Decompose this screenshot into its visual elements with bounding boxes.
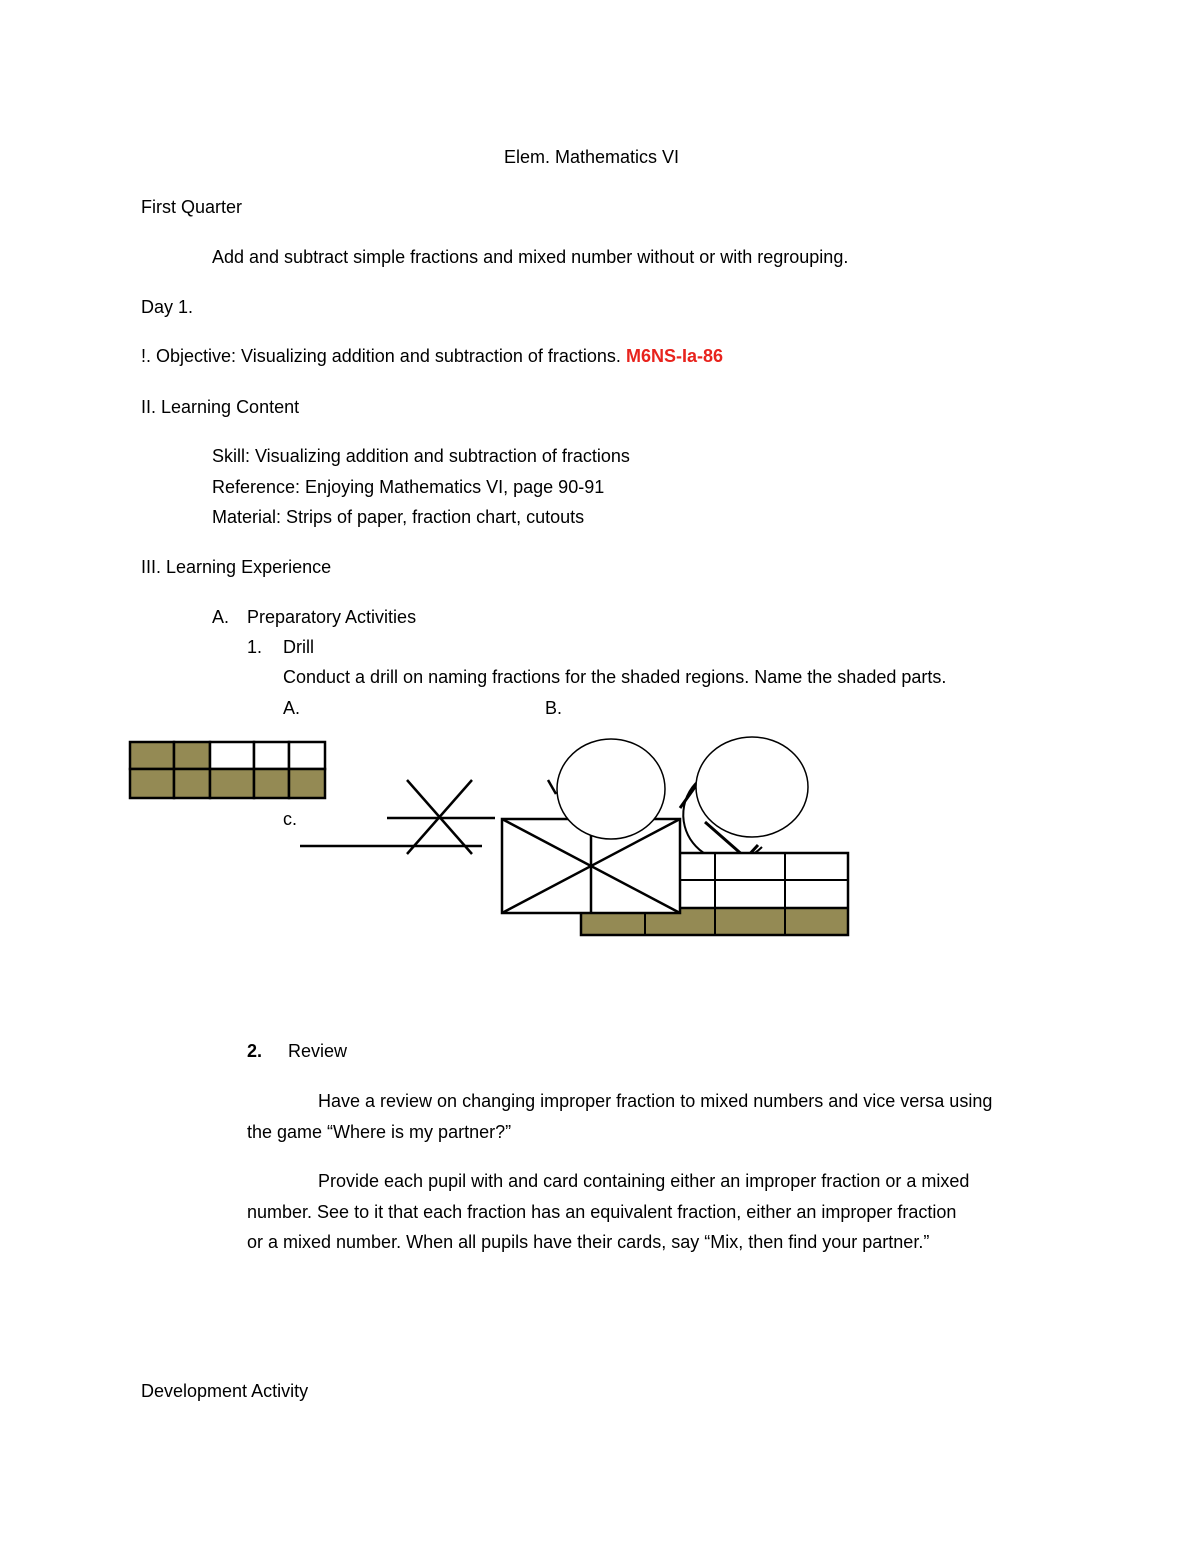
day-label: Day 1. — [141, 297, 194, 317]
competency-text: Add and subtract simple fractions and mixed number without or with regrouping. — [212, 247, 849, 267]
learning-content-heading: II. Learning Content — [141, 397, 300, 417]
quarter-label: First Quarter — [141, 197, 243, 217]
skill-line: Skill: Visualizing addition and subtraction of fractions — [212, 446, 630, 466]
fraction-strip-a — [130, 742, 325, 798]
page-title: Elem. Mathematics VI — [504, 147, 680, 167]
preparatory-heading: Preparatory Activities — [247, 607, 417, 627]
figure-label-a: A. — [283, 698, 301, 718]
learning-experience-heading: III. Learning Experience — [141, 557, 332, 577]
development-heading: Development Activity — [141, 1381, 309, 1401]
review-heading: Review — [288, 1041, 348, 1061]
reference-line: Reference: Enjoying Mathematics VI, page 90-91 — [212, 477, 605, 497]
review-para2-line1: Provide each pupil with and card containing either an improper fraction or a mixed — [318, 1171, 970, 1191]
review-number: 2. — [247, 1041, 263, 1061]
material-line: Material: Strips of paper, fraction chart, cutouts — [212, 507, 585, 527]
drill-heading: Drill — [283, 637, 314, 657]
figure-label-c: c. — [283, 809, 298, 829]
preparatory-marker: A. — [212, 607, 230, 627]
drill-instruction: Conduct a drill on naming fractions for the shaded regions. Name the shaded parts. — [283, 667, 947, 687]
review-para1-line1: Have a review on changing improper fraction to mixed numbers and vice versa using — [318, 1091, 993, 1111]
drill-number: 1. — [247, 637, 263, 657]
overlapping-shapes-b — [502, 737, 848, 935]
review-para2-line2: number. See to it that each fraction has an equivalent fraction, either an improper fraction — [247, 1202, 957, 1222]
review-para2-line3: or a mixed number. When all pupils have their cards, say “Mix, then find your partner.” — [247, 1232, 930, 1252]
competency-code: M6NS-Ia-86 — [625, 346, 723, 366]
review-para1-line2: the game “Where is my partner?” — [247, 1122, 512, 1142]
crossed-lines-c — [300, 780, 495, 854]
figure-label-b: B. — [545, 698, 563, 718]
objective-text: !. Objective: Visualizing addition and subtraction of fractions. — [141, 346, 621, 366]
